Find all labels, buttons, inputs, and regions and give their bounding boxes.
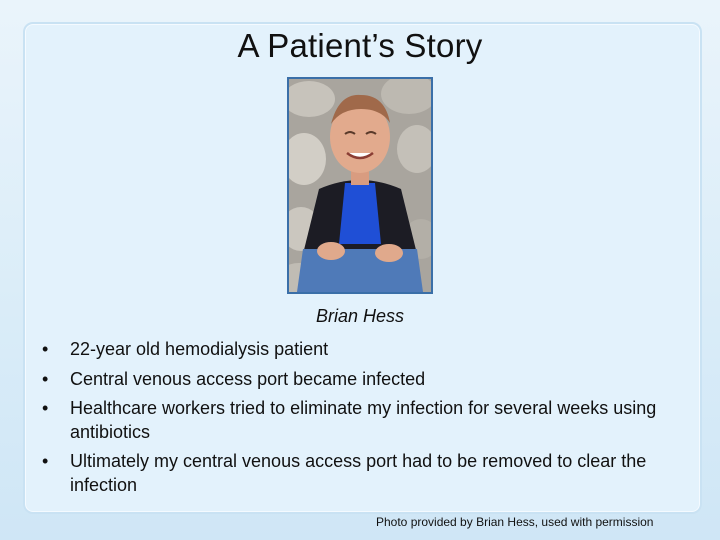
portrait-photo-icon [289,79,431,292]
bullet-text: 22-year old hemodialysis patient [70,339,329,359]
list-item [42,397,687,444]
list-item [42,368,687,392]
bullet-text: Central venous access port became infected [70,368,426,389]
bullet-text: Ultimately my central venous access port had to be removed to clear the infection [70,451,647,495]
photo-credit: Photo provided by Brian Hess, used with permission [376,515,654,529]
photo-caption: Brian Hess [315,306,405,326]
bullet-list [42,338,687,503]
list-item [42,338,687,362]
bullet-glyph: • [42,451,49,471]
bullet-glyph: • [42,398,49,418]
patient-photo [287,77,433,294]
bullet-text: Healthcare workers tried to eliminate my infection for several weeks using antibiotics [70,398,657,442]
bullet-glyph: • [42,368,49,389]
bullet-glyph: • [42,339,49,359]
slide-title: A Patient’s Story [237,27,483,64]
list-item [42,450,687,497]
